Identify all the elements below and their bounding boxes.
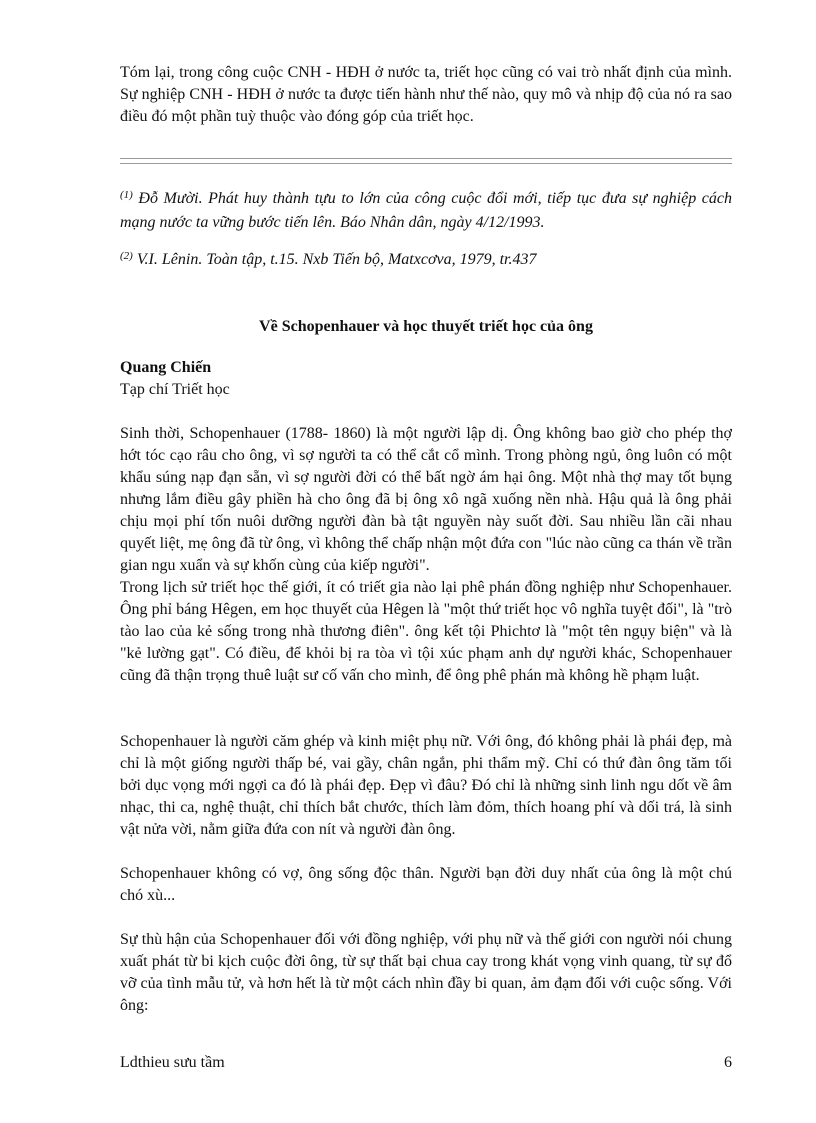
footnote-2	[120, 248, 732, 272]
footnote-1-text: Đỗ Mười. Phát huy thành tựu to lớn của công cuộc đổi mới, tiếp tục đưa sự nghiệp cách mạng nước ta vững bước tiến lên. Báo Nhân dân, ngày 4/12/1993.	[120, 190, 732, 231]
footnote-1-mark: (1)	[120, 189, 133, 201]
article-paragraph: Trong lịch sử triết học thế giới, ít có triết gia nào lại phê phán đồng nghiệp như Schopenhauer. Ông phỉ báng Hêgen, em học thuyết của Hêgen là "một thứ triết học vô nghĩa tuyệt đối", là "trò tào lao của kẻ sống trong nhà thương điên". ông kết tội Phichtơ là "một tên ngụy biện" và là "kẻ lường gạt". Có điều, để khỏi bị ra tòa vì tội xúc phạm anh dự người khác, Schopenhauer cũng đã thận trọng thuê luật sư cố vấn cho mình, để ông phê phán mà không hề phạm luật.	[120, 579, 732, 684]
footnote-divider	[120, 158, 732, 164]
article-source: Tạp chí Triết học	[120, 381, 230, 398]
article-title: Về Schopenhauer và học thuyết triết học của ông	[259, 318, 593, 335]
intro-paragraph: Tóm lại, trong công cuộc CNH - HĐH ở nước ta, triết học cũng có vai trò nhất định của mình. Sự nghiệp CNH - HĐH ở nước ta được tiến hành như thế nào, quy mô và nhịp độ của nó ra sao điều đó một phần tuỳ thuộc vào đóng góp của triết học.	[120, 64, 732, 125]
article-paragraph: Schopenhauer là người căm ghép và kinh miệt phụ nữ. Với ông, đó không phải là phái đẹp, mà chỉ là một giống người thấp bé, vai gầy, chân ngắn, phi thẩm mỹ. Chỉ có thứ đàn ông tăm tối bởi dục vọng mới ngợi ca đó là phái đẹp. Đẹp vì đâu? Đó chỉ là những sinh linh ngu dốt về âm nhạc, thi ca, nghệ thuật, chỉ thích bắt chước, thích làm đỏm, thích hoang phí và dối trá, là sinh vật nửa vời, nằm giữa đứa con nít và người đàn ông.	[120, 733, 732, 838]
article-paragraph: Schopenhauer không có vợ, ông sống độc thân. Người bạn đời duy nhất của ông là một chú chó xù...	[120, 865, 732, 904]
footer-credit: Ldthieu sưu tầm	[120, 1054, 225, 1071]
page-number: 6	[724, 1054, 732, 1071]
footnote-2-mark: (2)	[120, 250, 133, 262]
article-author: Quang Chiến	[120, 359, 212, 376]
article-paragraph: Sinh thời, Schopenhauer (1788- 1860) là một người lập dị. Ông không bao giờ cho phép thợ hớt tóc cạo râu cho ông, vì sợ người ta có thể cắt cổ mình. Trong phòng ngủ, ông luôn có một khẩu súng nạp đạn sẵn, vì sợ người đời có thể bất ngờ ám hại ông. Một nhà thợ may tốt bụng nhưng lắm điều gây phiền hà cho ông đã bị ông xô ngã xuống nền nhà. Hậu quả là ông phải chịu mọi phí tốn nuôi dưỡng người đàn bà tật nguyền này suốt đời. Sau nhiều lần cãi nhau quyết liệt, mẹ ông đã từ ông, vì không thể chấp nhận một đứa con "lúc nào cũng ca thán về trần gian ngu xuẩn và sự khốn cùng của kiếp người".	[120, 425, 732, 574]
footnote-1	[120, 187, 732, 235]
article-paragraph: Sự thù hận của Schopenhauer đối với đồng nghiệp, với phụ nữ và thế giới con người nói chung xuất phát từ bi kịch cuộc đời ông, từ sự thất bại chua cay trong khát vọng vinh quang, từ sự đổ vỡ của tình mẫu tử, và hơn hết là từ một cách nhìn đầy bi quan, ảm đạm đối với cuộc sống. Với ông:	[120, 931, 732, 1014]
footnote-2-text: V.I. Lênin. Toàn tập, t.15. Nxb Tiến bộ, Matxcơva, 1979, tr.437	[132, 251, 537, 268]
document-page	[120, 0, 732, 1123]
